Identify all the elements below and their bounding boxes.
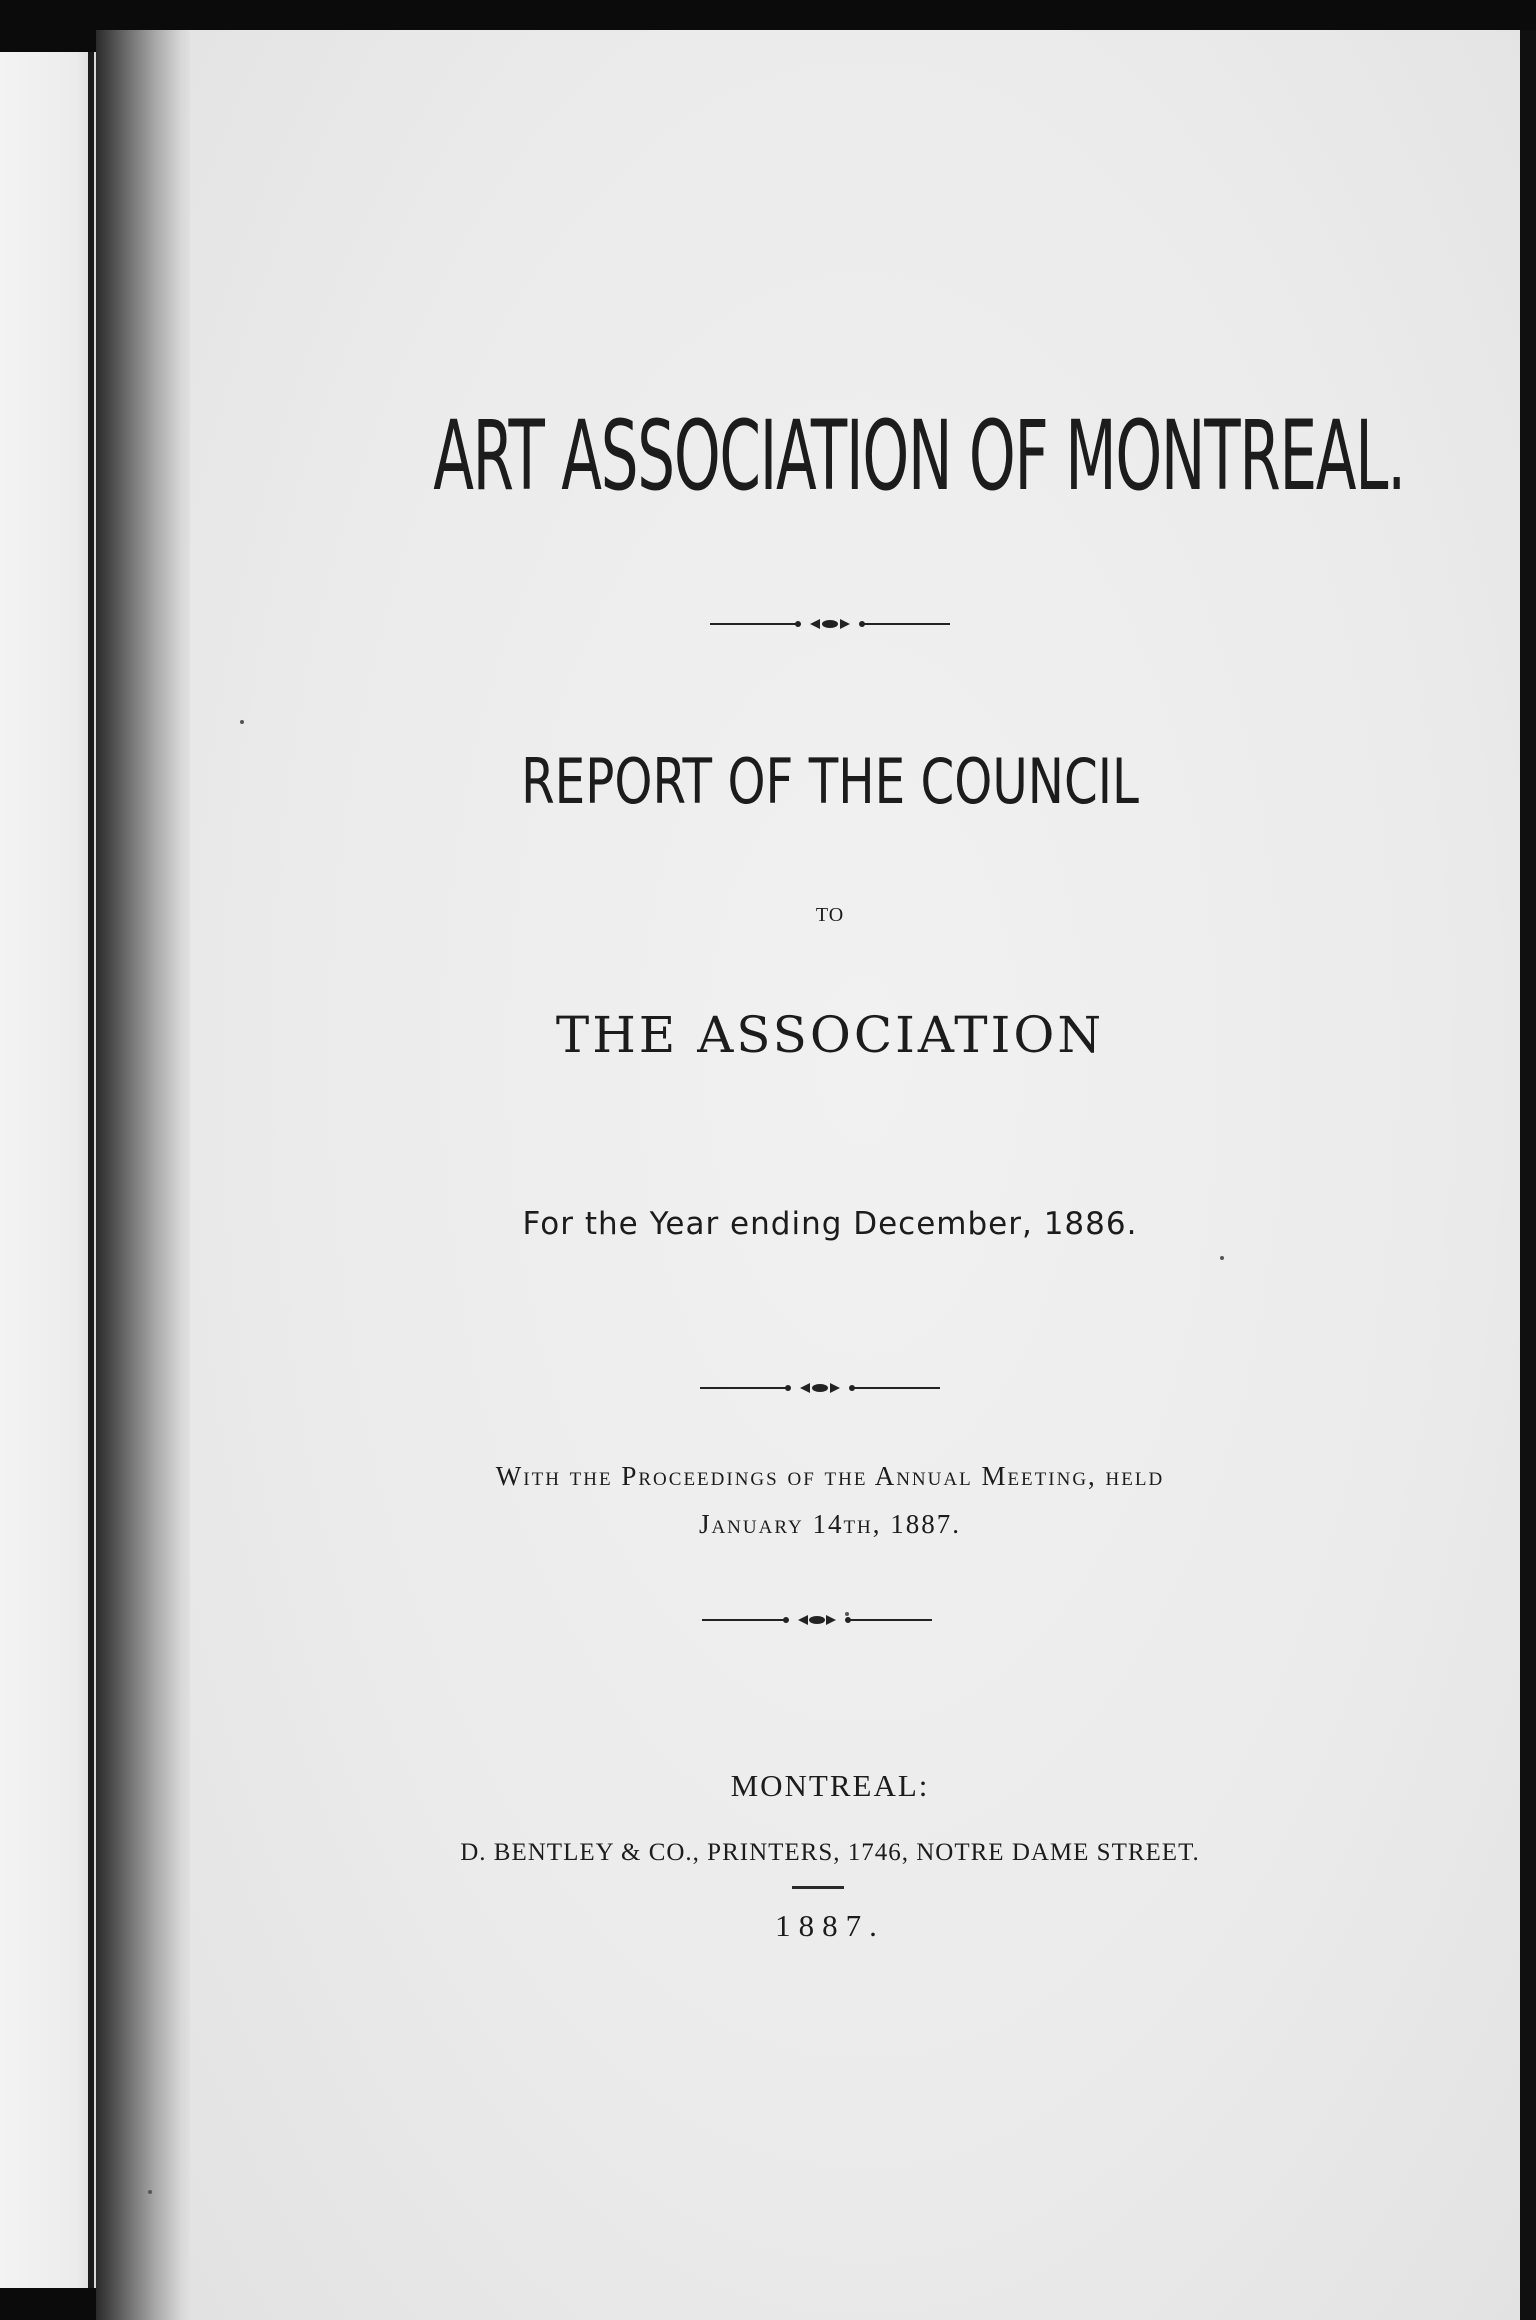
facing-page-edge	[0, 52, 96, 2288]
right-scan-border	[1520, 30, 1536, 2320]
book-gutter-shadow	[96, 30, 196, 2320]
association-title: THE ASSOCIATION	[555, 1006, 1105, 1064]
short-divider	[792, 1886, 844, 1889]
proceedings-line-1: With the Proceedings of the Annual Meeting, held	[495, 1461, 1165, 1491]
printer-line: D. BENTLEY & CO., PRINTERS, 1746, NOTRE DAME STREET.	[460, 1839, 1200, 1866]
ornament-rule-icon	[702, 1610, 932, 1630]
ornament-rule-icon	[700, 1378, 940, 1398]
publication-year: 1887.	[775, 1908, 885, 1943]
paper-speck	[1220, 1256, 1224, 1260]
paper-speck	[240, 720, 244, 724]
facing-page-border	[88, 52, 94, 2288]
to-word: TO	[815, 904, 845, 926]
main-title: ART ASSOCIATION OF MONTREAL.	[433, 400, 1405, 512]
publication-city: MONTREAL:	[730, 1768, 930, 1803]
ornament-rule-icon	[710, 614, 950, 634]
report-title: REPORT OF THE COUNCIL	[521, 745, 1139, 818]
title-page	[190, 30, 1536, 2320]
paper-speck	[845, 1612, 849, 1616]
proceedings-line-2: January 14th, 1887.	[698, 1509, 962, 1539]
year-line: For the Year ending December, 1886.	[522, 1206, 1138, 1242]
paper-speck	[148, 2190, 152, 2194]
